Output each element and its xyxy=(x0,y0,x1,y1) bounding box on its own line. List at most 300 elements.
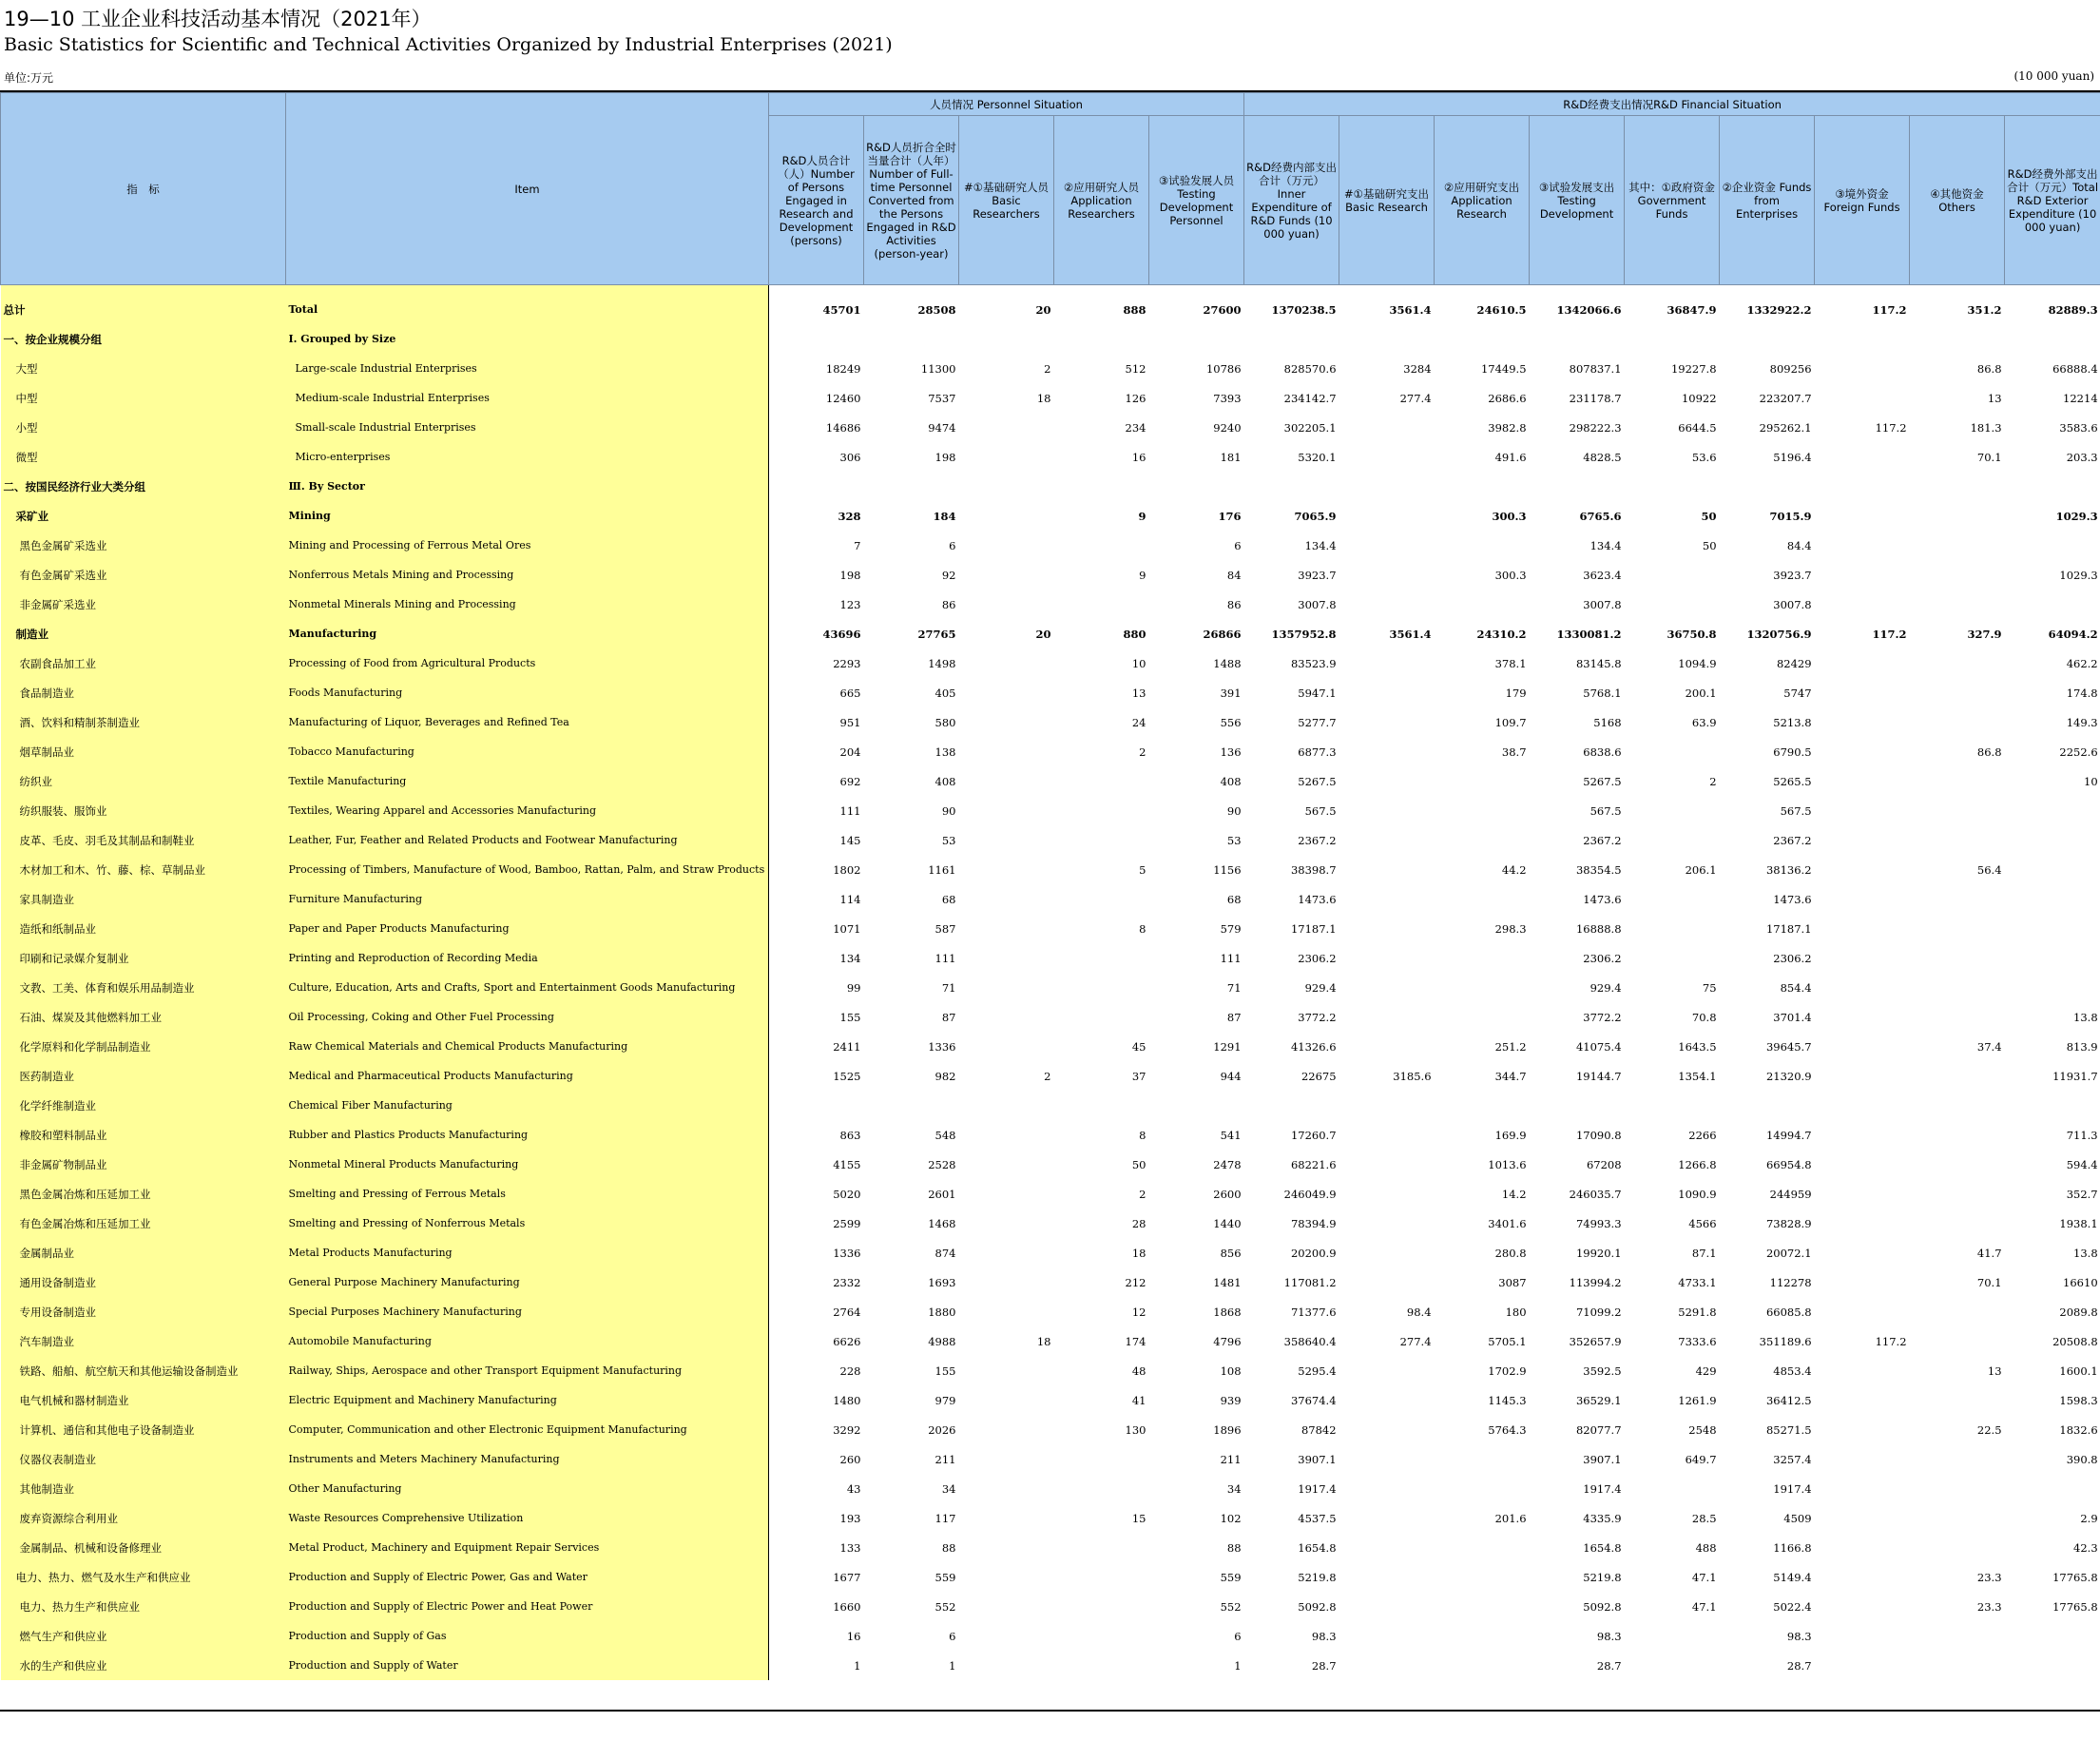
cell-value: 5022.4 xyxy=(1773,1599,1812,1614)
cell-value xyxy=(1339,1415,1435,1444)
row-label-english: Nonmetal Minerals Mining and Processing xyxy=(286,590,769,619)
cell-value: 83145.8 xyxy=(1575,656,1622,670)
cell-value xyxy=(1910,324,2005,354)
row-label-chinese: 黑色金属矿采选业 xyxy=(1,531,286,560)
row-label-english: Processing of Food from Agricultural Products xyxy=(286,648,769,678)
row-label-english: Electric Equipment and Machinery Manufacturing xyxy=(286,1385,769,1415)
cell-value: 1702.9 xyxy=(1488,1364,1527,1378)
row-label-chinese: 金属制品业 xyxy=(1,1238,286,1267)
cell-value: 1320756.9 xyxy=(1746,627,1812,641)
cell-value: 27600 xyxy=(1203,302,1242,317)
cell-value: 1917.4 xyxy=(1583,1481,1622,1496)
cell-value: 18 xyxy=(1036,1334,1051,1348)
row-label-english: Production and Supply of Water xyxy=(286,1651,769,1680)
cell-value xyxy=(1435,1002,1530,1032)
table-row xyxy=(1,285,2100,325)
cell-value xyxy=(1339,1562,1435,1592)
cell-value: 34 xyxy=(941,1481,956,1496)
cell-value xyxy=(1910,766,2005,796)
cell-value: 9 xyxy=(1139,568,1146,582)
cell-value xyxy=(1339,413,1435,442)
row-label-english: Production and Supply of Electric Power, Gas and Water xyxy=(286,1562,769,1592)
cell-value xyxy=(1815,914,1910,943)
cell-value xyxy=(1815,383,1910,413)
cell-value: 1480 xyxy=(833,1393,861,1407)
row-label-chinese: 纺织服装、服饰业 xyxy=(1,796,286,825)
cell-value: 559 xyxy=(934,1570,956,1584)
cell-value xyxy=(959,324,1054,354)
cell-value xyxy=(1339,1621,1435,1651)
cell-value xyxy=(1625,796,1720,825)
cell-value xyxy=(2005,796,2100,825)
row-label-english: Medium-scale Industrial Enterprises xyxy=(286,383,769,413)
cell-value xyxy=(959,1238,1054,1267)
cell-value: 78394.9 xyxy=(1290,1216,1337,1230)
cell-value xyxy=(1339,943,1435,973)
cell-value: 3185.6 xyxy=(1393,1069,1432,1083)
table-row xyxy=(1,1356,2100,1385)
cell-value: 3561.4 xyxy=(1389,627,1432,641)
cell-value: 20 xyxy=(1035,627,1051,641)
cell-value: 4733.1 xyxy=(1678,1275,1717,1289)
cell-value xyxy=(959,1120,1054,1150)
cell-value: 87 xyxy=(1226,1010,1242,1024)
cell-value: 813.9 xyxy=(2066,1039,2098,1054)
cell-value xyxy=(1530,324,1625,354)
cell-value xyxy=(1815,442,1910,472)
data-table xyxy=(0,92,2100,1680)
cell-value xyxy=(959,413,1054,442)
cell-value xyxy=(1910,884,2005,914)
cell-value: 37 xyxy=(1131,1069,1146,1083)
cell-value xyxy=(1339,737,1435,766)
cell-value xyxy=(2005,943,2100,973)
cell-value: 3007.8 xyxy=(1298,597,1337,611)
cell-value: 10 xyxy=(2084,774,2098,788)
cell-value xyxy=(1910,1297,2005,1326)
cell-value: 1880 xyxy=(928,1305,956,1319)
cell-value: 75 xyxy=(1702,980,1717,995)
column-header-14: R&D经费外部支出合计（万元）Total R&D Exterior Expenditure (10 000 yuan) xyxy=(2005,116,2100,285)
cell-value: 66085.8 xyxy=(1765,1305,1812,1319)
cell-value xyxy=(1910,973,2005,1002)
cell-value xyxy=(1815,1621,1910,1651)
cell-value: 66888.4 xyxy=(2052,361,2098,376)
cell-value: 5219.8 xyxy=(1583,1570,1622,1584)
cell-value xyxy=(1339,973,1435,1002)
cell-value xyxy=(1910,1474,2005,1503)
cell-value: 1291 xyxy=(1213,1039,1242,1054)
cell-value: 133 xyxy=(839,1540,861,1555)
row-label-english: Medical and Pharmaceutical Products Manufacturing xyxy=(286,1061,769,1091)
cell-value xyxy=(959,678,1054,707)
cell-value: 109.7 xyxy=(1494,715,1527,729)
row-label-chinese: 有色金属矿采选业 xyxy=(1,560,286,590)
cell-value: 13 xyxy=(1987,391,2002,405)
cell-value: 112278 xyxy=(1769,1275,1812,1289)
cell-value: 3701.4 xyxy=(1773,1010,1812,1024)
cell-value: 44.2 xyxy=(1501,862,1527,877)
row-label-english: Raw Chemical Materials and Chemical Products Manufacturing xyxy=(286,1032,769,1061)
cell-value xyxy=(959,648,1054,678)
cell-value xyxy=(1815,1297,1910,1326)
cell-value: 68221.6 xyxy=(1290,1157,1337,1171)
cell-value: 201.6 xyxy=(1494,1511,1527,1525)
cell-value xyxy=(1815,1267,1910,1297)
row-label-english: Instruments and Meters Machinery Manufacturing xyxy=(286,1444,769,1474)
cell-value xyxy=(769,324,864,354)
row-label-chinese: 纺织业 xyxy=(1,766,286,796)
cell-value xyxy=(1054,531,1149,560)
cell-value: 302205.1 xyxy=(1283,420,1337,435)
cell-value xyxy=(1339,472,1435,501)
cell-value: 4155 xyxy=(833,1157,861,1171)
cell-value: 1261.9 xyxy=(1678,1393,1717,1407)
row-label-english: Automobile Manufacturing xyxy=(286,1326,769,1356)
table-row xyxy=(1,354,2100,383)
cell-value: 8 xyxy=(1139,921,1146,936)
cell-value: 391 xyxy=(1220,686,1242,700)
cell-value: 556 xyxy=(1220,715,1242,729)
cell-value: 5219.8 xyxy=(1298,1570,1337,1584)
table-row xyxy=(1,766,2100,796)
cell-value xyxy=(1339,1209,1435,1238)
cell-value: 863 xyxy=(839,1128,861,1142)
cell-value: 12214 xyxy=(2063,391,2098,405)
cell-value: 3772.2 xyxy=(1298,1010,1337,1024)
row-label-chinese: 采矿业 xyxy=(1,501,286,531)
cell-value: 198 xyxy=(839,568,861,582)
cell-value xyxy=(1815,560,1910,590)
cell-value: 19227.8 xyxy=(1670,361,1717,376)
cell-value: 351189.6 xyxy=(1759,1334,1812,1348)
cell-value: 38398.7 xyxy=(1290,862,1337,877)
cell-value: 5764.3 xyxy=(1488,1422,1527,1437)
cell-value: 1896 xyxy=(1213,1422,1242,1437)
cell-value: 3292 xyxy=(833,1422,861,1437)
cell-value: 1917.4 xyxy=(1298,1481,1337,1496)
cell-value xyxy=(1910,678,2005,707)
cell-value xyxy=(1910,1061,2005,1091)
cell-value: 3982.8 xyxy=(1488,420,1527,435)
cell-value: 7537 xyxy=(928,391,956,405)
row-label-chinese: 石油、煤炭及其他燃料加工业 xyxy=(1,1002,286,1032)
cell-value xyxy=(1339,1091,1435,1120)
cell-value: 13.8 xyxy=(2073,1246,2098,1260)
cell-value: 2306.2 xyxy=(1583,951,1622,965)
table-row xyxy=(1,737,2100,766)
cell-value: 5168 xyxy=(1593,715,1622,729)
cell-value: 3284 xyxy=(1403,361,1432,376)
cell-value: 579 xyxy=(1220,921,1242,936)
cell-value: 24610.5 xyxy=(1476,302,1527,317)
row-label-english: Processing of Timbers, Manufacture of Wood, Bamboo, Rattan, Palm, and Straw Products xyxy=(286,855,769,884)
row-label-chinese: 微型 xyxy=(1,442,286,472)
cell-value: 17260.7 xyxy=(1290,1128,1337,1142)
cell-value: 1 xyxy=(1234,1658,1242,1673)
cell-value xyxy=(1815,1002,1910,1032)
cell-value: 14686 xyxy=(825,420,861,435)
cell-value xyxy=(959,1385,1054,1415)
row-label-chinese: 金属制品、机械和设备修理业 xyxy=(1,1533,286,1562)
cell-value xyxy=(959,501,1054,531)
row-label-english: Total xyxy=(286,285,769,325)
cell-value: 1336 xyxy=(833,1246,861,1260)
cell-value: 2411 xyxy=(833,1039,861,1054)
cell-value xyxy=(1339,1503,1435,1533)
cell-value: 854.4 xyxy=(1780,980,1812,995)
cell-value xyxy=(2005,884,2100,914)
cell-value: 200.1 xyxy=(1685,686,1717,700)
cell-value: 828570.6 xyxy=(1283,361,1337,376)
cell-value: 1440 xyxy=(1213,1216,1242,1230)
cell-value xyxy=(1054,1592,1149,1621)
cell-value xyxy=(2005,472,2100,501)
cell-value: 6765.6 xyxy=(1579,509,1622,523)
cell-value: 260 xyxy=(839,1452,861,1466)
cell-value: 1525 xyxy=(833,1069,861,1083)
row-label-chinese: 家具制造业 xyxy=(1,884,286,914)
cell-value xyxy=(1815,855,1910,884)
cell-value: 50 xyxy=(1702,538,1717,552)
cell-value xyxy=(864,1091,959,1120)
cell-value xyxy=(1054,1562,1149,1592)
cell-value: 181 xyxy=(1220,450,1242,464)
cell-value: 174.8 xyxy=(2066,686,2098,700)
cell-value xyxy=(864,472,959,501)
cell-value: 98.3 xyxy=(1311,1629,1337,1643)
cell-value xyxy=(1625,1621,1720,1651)
cell-value: 234 xyxy=(1125,420,1146,435)
cell-value xyxy=(1054,766,1149,796)
cell-value xyxy=(1339,442,1435,472)
cell-value: 43 xyxy=(846,1481,861,1496)
cell-value xyxy=(1054,472,1149,501)
cell-value: 36847.9 xyxy=(1667,302,1717,317)
cell-value: 155 xyxy=(934,1364,956,1378)
cell-value xyxy=(1339,501,1435,531)
column-header-1: R&D人员合计（人）Number of Persons Engaged in Research and Development (persons) xyxy=(769,116,864,285)
table-row xyxy=(1,531,2100,560)
cell-value: 300.3 xyxy=(1492,509,1527,523)
column-header-8: ②应用研究支出 Application Research xyxy=(1435,116,1530,285)
cell-value xyxy=(1910,914,2005,943)
table-row xyxy=(1,1474,2100,1503)
cell-value: 2 xyxy=(1044,1069,1051,1083)
cell-value: 90 xyxy=(1226,803,1242,818)
cell-value xyxy=(959,796,1054,825)
cell-value xyxy=(1815,1120,1910,1150)
cell-value: 82429 xyxy=(1776,656,1812,670)
cell-value: 211 xyxy=(1220,1452,1242,1466)
cell-value: 204 xyxy=(839,745,861,759)
cell-value: 17765.8 xyxy=(2052,1570,2098,1584)
cell-value: 82077.7 xyxy=(1575,1422,1622,1437)
table-row xyxy=(1,1297,2100,1326)
cell-value: 41 xyxy=(1131,1393,1146,1407)
cell-value: 982 xyxy=(934,1069,956,1083)
cell-value xyxy=(1054,324,1149,354)
cell-value xyxy=(959,442,1054,472)
table-row xyxy=(1,1385,2100,1415)
cell-value xyxy=(1054,796,1149,825)
cell-value: 567.5 xyxy=(1304,803,1337,818)
cell-value xyxy=(959,1533,1054,1562)
cell-value xyxy=(1910,1621,2005,1651)
cell-value: 71 xyxy=(1226,980,1242,995)
cell-value xyxy=(959,1415,1054,1444)
cell-value: 23.3 xyxy=(1976,1599,2002,1614)
cell-value: 328 xyxy=(838,509,861,523)
row-label-chinese: 总计 xyxy=(1,285,286,325)
cell-value: 7 xyxy=(854,538,861,552)
cell-value: 98.4 xyxy=(1406,1305,1432,1319)
cell-value: 4988 xyxy=(928,1334,956,1348)
cell-value: 4796 xyxy=(1213,1334,1242,1348)
row-label-chinese: 医药制造业 xyxy=(1,1061,286,1091)
row-label-english: Foods Manufacturing xyxy=(286,678,769,707)
cell-value xyxy=(1435,796,1530,825)
row-label-chinese: 燃气生产和供应业 xyxy=(1,1621,286,1651)
cell-value: 28.5 xyxy=(1691,1511,1717,1525)
cell-value xyxy=(769,472,864,501)
cell-value: 1357952.8 xyxy=(1271,627,1337,641)
cell-value xyxy=(1054,943,1149,973)
cell-value xyxy=(1339,1592,1435,1621)
row-label-english: Production and Supply of Gas xyxy=(286,1621,769,1651)
cell-value: 692 xyxy=(839,774,861,788)
cell-value: 38.7 xyxy=(1501,745,1527,759)
cell-value: 13 xyxy=(1987,1364,2002,1378)
cell-value: 134.4 xyxy=(1589,538,1622,552)
cell-value: 880 xyxy=(1123,627,1146,641)
cell-value xyxy=(959,1503,1054,1533)
row-label-chinese: 木材加工和木、竹、藤、棕、草制品业 xyxy=(1,855,286,884)
column-header-9: ③试验发展支出 Testing Development xyxy=(1530,116,1625,285)
row-label-english: Textile Manufacturing xyxy=(286,766,769,796)
table-row xyxy=(1,1562,2100,1592)
cell-value: 39645.7 xyxy=(1765,1039,1812,1054)
cell-value: 98.3 xyxy=(1596,1629,1622,1643)
cell-value xyxy=(1339,1533,1435,1562)
cell-value: 117 xyxy=(934,1511,956,1525)
row-label-english: Nonmetal Mineral Products Manufacturing xyxy=(286,1150,769,1179)
cell-value: 212 xyxy=(1125,1275,1146,1289)
cell-value xyxy=(1815,973,1910,1002)
cell-value: 145 xyxy=(839,833,861,847)
cell-value xyxy=(1339,1474,1435,1503)
cell-value xyxy=(1815,737,1910,766)
cell-value: 12460 xyxy=(825,391,861,405)
cell-value xyxy=(1910,531,2005,560)
cell-value xyxy=(2005,825,2100,855)
cell-value xyxy=(1815,1592,1910,1621)
cell-value: 117081.2 xyxy=(1283,1275,1337,1289)
header-group-row xyxy=(1,93,2100,116)
table-row xyxy=(1,884,2100,914)
row-label-chinese: 化学纤维制造业 xyxy=(1,1091,286,1120)
row-label-chinese: 农副食品加工业 xyxy=(1,648,286,678)
cell-value xyxy=(1244,324,1339,354)
cell-value: 408 xyxy=(934,774,956,788)
cell-value: 36750.8 xyxy=(1667,627,1717,641)
cell-value xyxy=(959,531,1054,560)
cell-value xyxy=(1339,914,1435,943)
cell-value xyxy=(1339,531,1435,560)
cell-value xyxy=(1815,1179,1910,1209)
cell-value: 4537.5 xyxy=(1298,1511,1337,1525)
cell-value: 1468 xyxy=(928,1216,956,1230)
cell-value: 22675 xyxy=(1300,1069,1337,1083)
cell-value: 298.3 xyxy=(1494,921,1527,936)
cell-value: 1473.6 xyxy=(1583,892,1622,906)
cell-value xyxy=(1339,855,1435,884)
cell-value: 12 xyxy=(1131,1305,1146,1319)
cell-value: 53 xyxy=(1226,833,1242,847)
cell-value: 10786 xyxy=(1205,361,1242,376)
row-label-chinese: 皮革、毛皮、羽毛及其制品和制鞋业 xyxy=(1,825,286,855)
cell-value: 3401.6 xyxy=(1488,1216,1527,1230)
cell-value: 888 xyxy=(1123,302,1146,317)
cell-value: 63.9 xyxy=(1691,715,1717,729)
cell-value: 111 xyxy=(934,951,956,965)
cell-value xyxy=(1625,825,1720,855)
cell-value: 2367.2 xyxy=(1298,833,1337,847)
row-label-english: Special Purposes Machinery Manufacturing xyxy=(286,1297,769,1326)
table-row xyxy=(1,914,2100,943)
cell-value: 37674.4 xyxy=(1290,1393,1337,1407)
row-label-english: Textiles, Wearing Apparel and Accessories Manufacturing xyxy=(286,796,769,825)
cell-value xyxy=(959,914,1054,943)
cell-value: 88 xyxy=(941,1540,956,1555)
cell-value: 36529.1 xyxy=(1575,1393,1622,1407)
cell-value: 4509 xyxy=(1783,1511,1812,1525)
cell-value: 5705.1 xyxy=(1488,1334,1527,1348)
cell-value: 2764 xyxy=(833,1305,861,1319)
cell-value xyxy=(1815,707,1910,737)
cell-value: 15 xyxy=(1131,1511,1146,1525)
cell-value: 181.3 xyxy=(1970,420,2002,435)
cell-value xyxy=(1815,1238,1910,1267)
row-label-chinese: 电气机械和器材制造业 xyxy=(1,1385,286,1415)
cell-value: 5267.5 xyxy=(1298,774,1337,788)
cell-value: 244959 xyxy=(1769,1187,1812,1201)
cell-value xyxy=(1435,472,1530,501)
cell-value xyxy=(1720,324,1815,354)
table-row xyxy=(1,973,2100,1002)
table-body xyxy=(1,285,2100,1681)
cell-value: 73828.9 xyxy=(1765,1216,1812,1230)
cell-value: 429 xyxy=(1695,1364,1717,1378)
cell-value: 488 xyxy=(1695,1540,1717,1555)
table-row xyxy=(1,501,2100,531)
cell-value: 2 xyxy=(1139,745,1146,759)
table-row xyxy=(1,678,2100,707)
row-label-chinese: 其他制造业 xyxy=(1,1474,286,1503)
cell-value: 198 xyxy=(934,450,956,464)
table-row xyxy=(1,1002,2100,1032)
cell-value xyxy=(1815,1091,1910,1120)
cell-value: 87842 xyxy=(1300,1422,1337,1437)
cell-value: 6 xyxy=(1234,538,1242,552)
cell-value: 123 xyxy=(839,597,861,611)
cell-value xyxy=(959,472,1054,501)
row-label-english: Printing and Reproduction of Recording Media xyxy=(286,943,769,973)
cell-value: 1071 xyxy=(833,921,861,936)
row-label-chinese: 一、按企业规模分组 xyxy=(1,324,286,354)
cell-value: 28508 xyxy=(917,302,956,317)
table-row xyxy=(1,590,2100,619)
